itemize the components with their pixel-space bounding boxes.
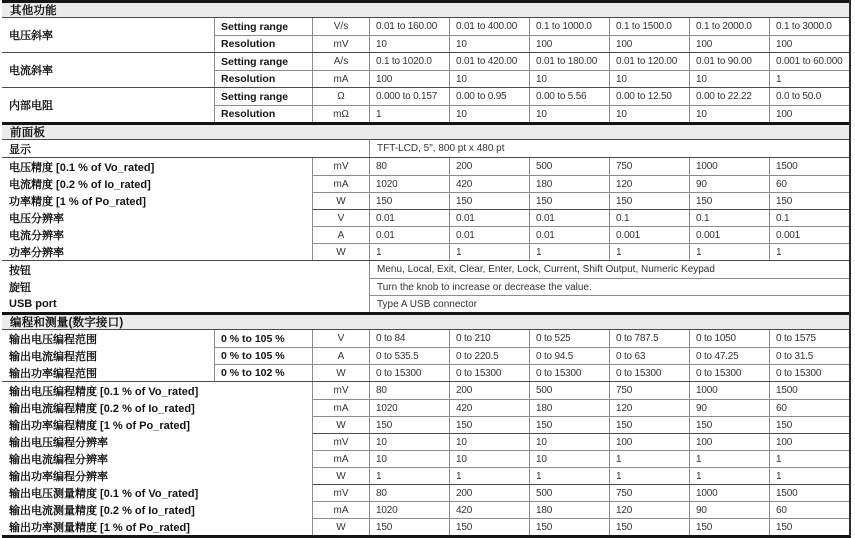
- row-label: 输出电压编程精度 [0.1 % of Vo_rated]: [9, 385, 199, 398]
- value-cell: 150: [529, 192, 609, 209]
- spec-group: [2, 157, 849, 260]
- value-cell: 0 to 1050: [689, 330, 769, 347]
- spec-row: [214, 70, 849, 87]
- spec-row: [2, 261, 849, 278]
- value-cell: 60: [769, 175, 849, 192]
- value-cell: 10: [449, 70, 529, 87]
- value-cell: 80: [369, 484, 449, 501]
- value-cell: 150: [689, 416, 769, 433]
- value-cell: 0.00 to 0.95: [449, 88, 529, 105]
- value-cell: 10: [369, 433, 449, 450]
- value-cell: 1500: [769, 382, 849, 399]
- value-cell: 0.00 to 22.22: [689, 88, 769, 105]
- row-sublabel: Resolution: [214, 70, 312, 87]
- row-sublabel: 0 % to 105 %: [214, 330, 312, 347]
- row-sublabel: Resolution: [214, 35, 312, 52]
- value-cell: 0.1: [609, 209, 689, 226]
- value-cell: 10: [449, 433, 529, 450]
- spec-row: [2, 295, 849, 312]
- spec-row: [2, 501, 849, 518]
- value-cell: 0.01: [449, 226, 529, 243]
- spec-row: [214, 18, 849, 35]
- value-cell: 0.001: [689, 226, 769, 243]
- value-cell: 0.01 to 420.00: [449, 53, 529, 70]
- row-label: 电流斜率: [9, 65, 53, 77]
- row-sublabel: 0 % to 105 %: [214, 347, 312, 364]
- value-cell: 0 to 15300: [369, 364, 449, 381]
- value-cell: 80: [369, 158, 449, 175]
- value-cell: 1500: [769, 158, 849, 175]
- spec-row: [2, 140, 849, 157]
- unit-cell: mA: [312, 175, 369, 192]
- section-title: 前面板: [10, 127, 46, 139]
- value-cell: 150: [609, 416, 689, 433]
- row-label: 电压斜率: [9, 30, 53, 42]
- section-header: [2, 312, 849, 329]
- spec-row: [214, 105, 849, 122]
- row-label: 输出电流编程范围: [9, 350, 97, 363]
- value-cell: 0.01: [369, 209, 449, 226]
- value-cell: 0 to 94.5: [529, 347, 609, 364]
- group-body: [214, 18, 849, 52]
- spec-row: [2, 467, 849, 484]
- row-sublabel: Setting range: [214, 18, 312, 35]
- spec-row: [2, 175, 849, 192]
- value-cell: 0.01: [529, 209, 609, 226]
- spec-group: [2, 139, 849, 157]
- spec-group: [2, 381, 849, 535]
- value-cell: 1: [689, 243, 769, 260]
- row-label: 输出电压编程范围: [9, 333, 97, 346]
- row-label: 功率分辨率: [9, 246, 64, 259]
- value-cell: 1: [369, 467, 449, 484]
- value-cell: 0 to 1575: [769, 330, 849, 347]
- row-label: 旋钮: [9, 281, 31, 294]
- value-cell: 1020: [369, 399, 449, 416]
- value-cell: 180: [529, 399, 609, 416]
- spec-row: [214, 35, 849, 52]
- value-cell: 100: [689, 433, 769, 450]
- unit-cell: W: [312, 416, 369, 433]
- value-cell: 0 to 15300: [449, 364, 529, 381]
- value-cell: 150: [449, 192, 529, 209]
- value-cell: 0 to 220.5: [449, 347, 529, 364]
- value-cell: 0.00 to 12.50: [609, 88, 689, 105]
- spec-row: [2, 416, 849, 433]
- spec-row: [214, 53, 849, 70]
- spec-row: [2, 158, 849, 175]
- value-cell: 1000: [689, 158, 769, 175]
- value-cell: 80: [369, 382, 449, 399]
- spec-group: [2, 329, 849, 381]
- unit-cell: mV: [312, 433, 369, 450]
- value-cell: 0 to 210: [449, 330, 529, 347]
- spec-row: [2, 518, 849, 535]
- unit-cell: V: [312, 209, 369, 226]
- value-cell: 0 to 31.5: [769, 347, 849, 364]
- value-cell: 150: [369, 192, 449, 209]
- row-label: 内部电阻: [9, 100, 53, 112]
- value-cell: 420: [449, 175, 529, 192]
- value-cell: 1000: [689, 484, 769, 501]
- row-sublabel: Resolution: [214, 105, 312, 122]
- value-cell: 0.01 to 120.00: [609, 53, 689, 70]
- value-cell: TFT-LCD, 5", 800 pt x 480 pt: [369, 140, 849, 157]
- spec-row: [214, 88, 849, 105]
- value-cell: 180: [529, 501, 609, 518]
- value-cell: 100: [689, 35, 769, 52]
- value-cell: 0.00 to 5.56: [529, 88, 609, 105]
- value-cell: 150: [769, 416, 849, 433]
- value-cell: 0 to 63: [609, 347, 689, 364]
- value-cell: 0 to 15300: [609, 364, 689, 381]
- value-cell: 0.001: [609, 226, 689, 243]
- row-label: 电流分辨率: [9, 229, 64, 242]
- section-header: [2, 122, 849, 139]
- value-cell: 10: [689, 70, 769, 87]
- value-cell: 150: [609, 518, 689, 535]
- row-label: 电压分辨率: [9, 212, 64, 225]
- value-cell: 100: [529, 35, 609, 52]
- value-cell: 180: [529, 175, 609, 192]
- unit-cell: W: [312, 192, 369, 209]
- value-cell: 0 to 535.5: [369, 347, 449, 364]
- value-cell: 90: [689, 399, 769, 416]
- value-cell: 0 to 15300: [689, 364, 769, 381]
- value-cell: 0.1: [769, 209, 849, 226]
- row-label: 输出电流测量精度 [0.2 % of Io_rated]: [9, 504, 195, 517]
- section-title: 其他功能: [10, 5, 57, 17]
- value-cell: 10: [609, 105, 689, 122]
- value-cell: 1: [689, 467, 769, 484]
- value-cell: 0.1: [689, 209, 769, 226]
- value-cell: 100: [609, 35, 689, 52]
- value-cell: 1: [769, 450, 849, 467]
- spec-row: [2, 192, 849, 209]
- value-cell: 150: [689, 518, 769, 535]
- spec-row: [2, 484, 849, 501]
- value-cell: 1: [449, 243, 529, 260]
- value-cell: 0 to 84: [369, 330, 449, 347]
- value-cell: 0.1 to 1500.0: [609, 18, 689, 35]
- value-cell: 200: [449, 382, 529, 399]
- value-cell: 120: [609, 399, 689, 416]
- spec-row: [2, 347, 849, 364]
- value-cell: 1000: [689, 382, 769, 399]
- value-cell: 100: [369, 70, 449, 87]
- row-sublabel: 0 % to 102 %: [214, 364, 312, 381]
- value-cell: Type A USB connector: [369, 295, 849, 312]
- value-cell: 0.01 to 400.00: [449, 18, 529, 35]
- unit-cell: mV: [312, 158, 369, 175]
- section-header: [2, 0, 849, 17]
- value-cell: 0.01 to 90.00: [689, 53, 769, 70]
- value-cell: 0 to 525: [529, 330, 609, 347]
- row-sublabel: Setting range: [214, 88, 312, 105]
- unit-cell: mA: [312, 70, 369, 87]
- unit-cell: W: [312, 518, 369, 535]
- value-cell: 1: [769, 70, 849, 87]
- value-cell: 200: [449, 484, 529, 501]
- value-cell: 0.001 to 60.000: [769, 53, 849, 70]
- value-cell: 1: [449, 467, 529, 484]
- value-cell: 1: [769, 243, 849, 260]
- value-cell: 1: [529, 467, 609, 484]
- value-cell: 100: [769, 433, 849, 450]
- value-cell: 750: [609, 382, 689, 399]
- value-cell: 1: [609, 450, 689, 467]
- value-cell: 150: [529, 416, 609, 433]
- value-cell: 420: [449, 399, 529, 416]
- value-cell: 100: [609, 433, 689, 450]
- value-cell: 10: [369, 35, 449, 52]
- value-cell: 90: [689, 501, 769, 518]
- value-cell: 150: [449, 518, 529, 535]
- value-cell: 0.0 to 50.0: [769, 88, 849, 105]
- value-cell: 0 to 15300: [769, 364, 849, 381]
- spec-row: [2, 450, 849, 467]
- value-cell: 1: [369, 243, 449, 260]
- row-label: 按钮: [9, 264, 31, 277]
- value-cell: 60: [769, 501, 849, 518]
- spec-row: [2, 243, 849, 260]
- value-cell: 1020: [369, 501, 449, 518]
- unit-cell: V: [312, 330, 369, 347]
- value-cell: 60: [769, 399, 849, 416]
- value-cell: 150: [369, 518, 449, 535]
- value-cell: 0.01: [529, 226, 609, 243]
- spec-row: [2, 209, 849, 226]
- value-cell: 1: [769, 467, 849, 484]
- spec-group: [2, 52, 849, 87]
- row-label: 输出功率编程分辨率: [9, 470, 108, 483]
- value-cell: 100: [769, 105, 849, 122]
- spec-row: [2, 382, 849, 399]
- value-cell: 150: [689, 192, 769, 209]
- spec-row: [2, 433, 849, 450]
- value-cell: 1: [529, 243, 609, 260]
- value-cell: 750: [609, 158, 689, 175]
- value-cell: 0.01 to 180.00: [529, 53, 609, 70]
- value-cell: 150: [449, 416, 529, 433]
- value-cell: 1500: [769, 484, 849, 501]
- unit-cell: W: [312, 243, 369, 260]
- value-cell: Turn the knob to increase or decrease the value.: [369, 278, 849, 295]
- value-cell: 10: [529, 70, 609, 87]
- value-cell: 0.01: [369, 226, 449, 243]
- unit-cell: mV: [312, 382, 369, 399]
- value-cell: 150: [609, 192, 689, 209]
- value-cell: 0.01: [449, 209, 529, 226]
- group-body: [214, 88, 849, 122]
- row-label: 输出电流编程精度 [0.2 % of Io_rated]: [9, 402, 195, 415]
- value-cell: 0.1 to 3000.0: [769, 18, 849, 35]
- value-cell: 500: [529, 484, 609, 501]
- value-cell: 0.1 to 1020.0: [369, 53, 449, 70]
- value-cell: 0.000 to 0.157: [369, 88, 449, 105]
- value-cell: 10: [449, 450, 529, 467]
- section-title: 编程和测量(数字接口): [10, 317, 124, 329]
- spec-row: [2, 399, 849, 416]
- row-sublabel: Setting range: [214, 53, 312, 70]
- row-label: 输出电压测量精度 [0.1 % of Vo_rated]: [9, 487, 199, 500]
- value-cell: 750: [609, 484, 689, 501]
- spec-group: [2, 260, 849, 312]
- row-label: 输出功率编程范围: [9, 367, 97, 380]
- value-cell: 0 to 47.25: [689, 347, 769, 364]
- value-cell: 10: [609, 70, 689, 87]
- spec-group: [2, 87, 849, 122]
- spec-row: [2, 364, 849, 381]
- value-cell: 420: [449, 501, 529, 518]
- spec-row: [2, 278, 849, 295]
- unit-cell: A/s: [312, 53, 369, 70]
- row-label: 输出功率编程精度 [1 % of Po_rated]: [9, 419, 190, 432]
- unit-cell: mA: [312, 399, 369, 416]
- value-cell: 90: [689, 175, 769, 192]
- value-cell: 500: [529, 158, 609, 175]
- group-body: [214, 53, 849, 87]
- value-cell: 0.01 to 160.00: [369, 18, 449, 35]
- value-cell: 100: [769, 35, 849, 52]
- unit-cell: mA: [312, 501, 369, 518]
- value-cell: Menu, Local, Exit, Clear, Enter, Lock, Current, Shift Output, Numeric Keypad: [369, 261, 849, 278]
- value-cell: 150: [769, 518, 849, 535]
- unit-cell: mV: [312, 35, 369, 52]
- spec-table: [2, 0, 851, 538]
- value-cell: 150: [769, 192, 849, 209]
- value-cell: 500: [529, 382, 609, 399]
- spec-group: [2, 17, 849, 52]
- row-label: 输出电流编程分辨率: [9, 453, 108, 466]
- value-cell: 10: [449, 35, 529, 52]
- value-cell: 0 to 15300: [529, 364, 609, 381]
- value-cell: 120: [609, 175, 689, 192]
- value-cell: 150: [369, 416, 449, 433]
- unit-cell: mΩ: [312, 105, 369, 122]
- value-cell: 10: [529, 433, 609, 450]
- value-cell: 10: [449, 105, 529, 122]
- value-cell: 0.001: [769, 226, 849, 243]
- row-label: 显示: [9, 143, 31, 156]
- unit-cell: A: [312, 347, 369, 364]
- value-cell: 1: [609, 243, 689, 260]
- spec-row: [2, 226, 849, 243]
- value-cell: 0.1 to 2000.0: [689, 18, 769, 35]
- value-cell: 10: [369, 450, 449, 467]
- row-label: 电压精度 [0.1 % of Vo_rated]: [9, 161, 155, 174]
- value-cell: 10: [529, 105, 609, 122]
- value-cell: 1: [609, 467, 689, 484]
- value-cell: 120: [609, 501, 689, 518]
- row-label: 功率精度 [1 % of Po_rated]: [9, 195, 146, 208]
- row-label: USB port: [9, 297, 57, 310]
- unit-cell: V/s: [312, 18, 369, 35]
- spec-row: [2, 330, 849, 347]
- value-cell: 1: [369, 105, 449, 122]
- unit-cell: mA: [312, 450, 369, 467]
- unit-cell: W: [312, 467, 369, 484]
- unit-cell: A: [312, 226, 369, 243]
- value-cell: 10: [689, 105, 769, 122]
- unit-cell: W: [312, 364, 369, 381]
- row-label: 输出功率测量精度 [1 % of Po_rated]: [9, 521, 190, 534]
- value-cell: 10: [529, 450, 609, 467]
- value-cell: 150: [529, 518, 609, 535]
- value-cell: 200: [449, 158, 529, 175]
- value-cell: 1: [689, 450, 769, 467]
- value-cell: 0 to 787.5: [609, 330, 689, 347]
- value-cell: 1020: [369, 175, 449, 192]
- unit-cell: Ω: [312, 88, 369, 105]
- row-label: 电流精度 [0.2 % of Io_rated]: [9, 178, 151, 191]
- unit-cell: mV: [312, 484, 369, 501]
- row-label: 输出电压编程分辨率: [9, 436, 108, 449]
- value-cell: 0.1 to 1000.0: [529, 18, 609, 35]
